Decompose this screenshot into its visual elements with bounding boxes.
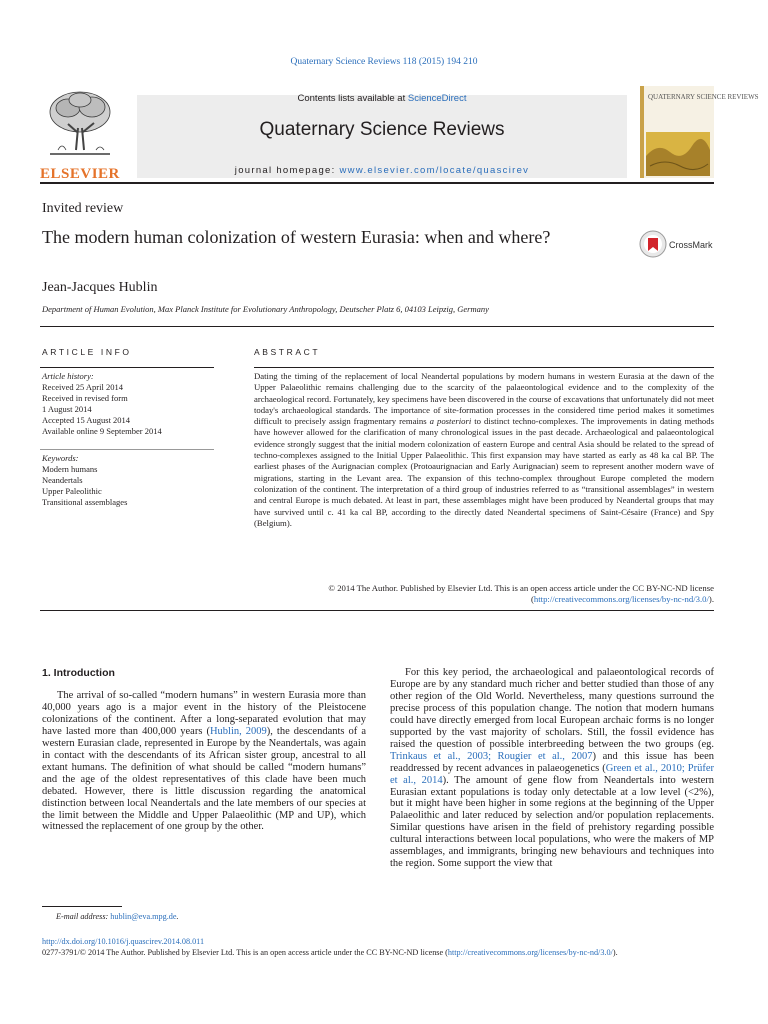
keywords-label: Keywords: [42,453,79,463]
crossmark-icon [638,229,716,259]
footer-license-link[interactable]: http://creativecommons.org/licenses/by-nc-nd/3.0/ [447,948,613,957]
header-divider [40,326,714,327]
author-email-link[interactable]: hublin@eva.mpg.de [110,912,177,921]
journal-homepage-link[interactable]: www.elsevier.com/locate/quascirev [339,165,530,176]
crossmark-button[interactable] [638,229,716,259]
footnote-rule [42,906,122,907]
article-title: The modern human colonization of western Eurasia: when and where? [42,227,551,247]
paragraph-text: The arrival of so-called “modern humans” in western Eurasia more than 40,000 years ago is a major event in the history of the Pleistocene colonizations of the continent. After a long-separated evolution that may have lasted more than 400,000 years ( [42,690,366,737]
body-column-left [42,690,366,833]
abstract-text [254,371,714,529]
contents-prefix: Contents lists available at [297,93,408,104]
license-footer [42,948,718,957]
paragraph-text: ) and this issue has been readdressed by recent advances in palaeogenetics ( [390,750,714,774]
history-item: Received 25 April 2014 [42,382,123,392]
article-info-rule [40,367,214,368]
keyword-item: Transitional assemblages [42,497,128,507]
section-heading-introduction: 1. Introduction [42,667,115,679]
journal-cover-art [640,86,759,178]
cover-title: QUATERNARY SCIENCE REVIEWS [648,93,759,101]
abstract-bottom-rule [40,610,714,611]
sciencedirect-link[interactable]: ScienceDirect [407,93,467,104]
abstract-heading: ABSTRACT [254,347,321,357]
abstract-copyright [254,583,714,606]
keyword-item: Upper Paleolithic [42,486,102,496]
license-text: 0277-3791/© 2014 The Author. Published by Elsevier Ltd. This is an open access article under the CC BY-NC-ND license ( [42,948,448,957]
history-item: 1 August 2014 [42,404,92,414]
elsevier-tree-icon [40,88,120,160]
keyword-item: Neandertals [42,475,83,485]
masthead-rule [40,182,714,184]
article-history-label: Article history: [42,371,94,381]
paragraph-text: ). The amount of gene flow from Neandertals into western Eurasian extant populations is today only detectable at a low level (<2%), but it might have been higher in some regions at the beginning of the Upper Palaeolithic and later reduced by selection and/or population replacements. Similar questions have arisen in the field of prehistory regarding possible cultural interactions between local populations, who were the makers of MP assemblages, and immigrants, bringing new behaviours and techniques into the region. Some support the view that [390,774,715,870]
article-type: Invited review [42,201,124,216]
author-name[interactable]: Jean-Jacques Hublin [42,280,158,295]
history-item: Received in revised form [42,393,128,403]
abstract-part-2: to distinct techno-complexes. The improvements in dating methods have however allowed for the clarification of many chronological issues in the past decade. Archaeological and palaeontological evidence strongly suggest that the initial modern colonization of eastern Europe and central Asia should be related to the spread of techno-complexes assigned to the Initial Upper Palaeolithic. This first expansion may have started as early as 48 ka cal BP. The earliest phases of the Aurignacian complex (Protoaurignacian and Early Aurignacian) seem to represent another modern wave of migrations, starting in the Levant area. The expansion of this techno-complex throughout Europe completed the modern colonization of the continent. The interpretation of a third group of industries referred to as “transitional assemblages” in western and central Europe is much debated. At least in part, these assemblages might have been produced by Neandertal groups that may have survived until c. 41 ka cal BP, according to the directly dated Neandertal specimens of Saint-Césaire (France) and Spy (Belgium). [254,416,714,528]
author-email-footnote [56,912,179,921]
copyright-text: © 2014 The Author. Published by Elsevier Ltd. This is an open access article under the CC BY-NC-ND license ( [328,583,714,605]
elsevier-logo[interactable] [40,88,124,180]
email-label: E-mail address: [56,912,111,921]
elsevier-wordmark: ELSEVIER [40,166,120,182]
citation-link[interactable]: Green et al., 2010; Prüfer et al., 2014 [390,762,714,786]
keywords-rule [40,449,214,450]
email-suffix: . [176,912,179,921]
license-suffix: ). [612,948,618,957]
paragraph-intro-2 [390,667,714,870]
contents-line [137,93,627,104]
doi-link[interactable]: http://dx.doi.org/10.1016/j.quascirev.2014.08.011 [42,937,205,946]
citation-link[interactable]: Hublin, 2009 [209,725,267,737]
article-info-heading: ARTICLE INFO [42,347,132,357]
homepage-prefix: journal homepage: [234,165,340,176]
paragraph-text: ), the descendants of a western Eurasian clade, represented in Europe by the Neandertals, was again in contact with the descendants of its African sister group, ancestral to all extant humans. The definition of what should be called “modern humans” and the age of the oldest representatives of this clade have been much debated. However, there is little discussion regarding the anatomical distinction between local Neandertals and the late members of our species at the limit between the Middle and Upper Palaeolithic (MP and UP), which witnessed the replacement of one group by the other. [42,725,366,833]
journal-reference-link[interactable]: Quaternary Science Reviews 118 (2015) 194 210 [290,57,478,67]
crossmark-label: CrossMark [669,240,713,250]
copyright-suffix: ). [708,594,714,605]
license-link[interactable]: http://creativecommons.org/licenses/by-nc-nd/3.0/ [533,594,709,605]
abstract-rule [254,367,714,368]
keywords-list [42,453,212,508]
paragraph-text: For this key period, the archaeological and palaeontological records of Europe are by any standard much richer and better studied than those of any other region of the Old World. Nevertheless, many questions surround the precise process of this population change. The notion that modern humans could have directly emerged from local European archaic forms is no longer supported by the vast majority of scholars. Still, the fossil evidence has raised the question of possible interbreeding between the two groups (eg. [390,667,714,750]
journal-homepage-line [137,165,627,176]
body-column-right [390,667,714,870]
paragraph-intro-1 [42,690,366,833]
abstract-part-1: Dating the timing of the replacement of local Neandertal populations by modern humans in western Eurasia at the dawn of the Upper Palaeolithic remains challenging due to the scarcity of the palaeontological evidence and to the complexity of the archaeological record. Fortunately, key specimens have been discovered in the course of excavations that unfortunately did not meet today's archaeological standards. The importance of site-formation processes in the considered time period makes it sometimes difficult to precisely assign fragmentary remains [254,371,714,427]
article-history [42,371,212,437]
journal-title[interactable]: Quaternary Science Reviews [259,119,505,140]
author-affiliation: Department of Human Evolution, Max Planck Institute for Evolutionary Anthropology, Deutscher Platz 6, 04103 Leipzig, Germany [42,304,489,314]
keyword-item: Modern humans [42,464,98,474]
journal-cover-image[interactable] [640,86,759,178]
history-item: Available online 9 September 2014 [42,426,162,436]
citation-link[interactable]: Trinkaus et al., 2003; Rougier et al., 2007 [390,750,593,762]
abstract-italic: a posteriori [429,416,472,427]
history-item: Accepted 15 August 2014 [42,415,131,425]
